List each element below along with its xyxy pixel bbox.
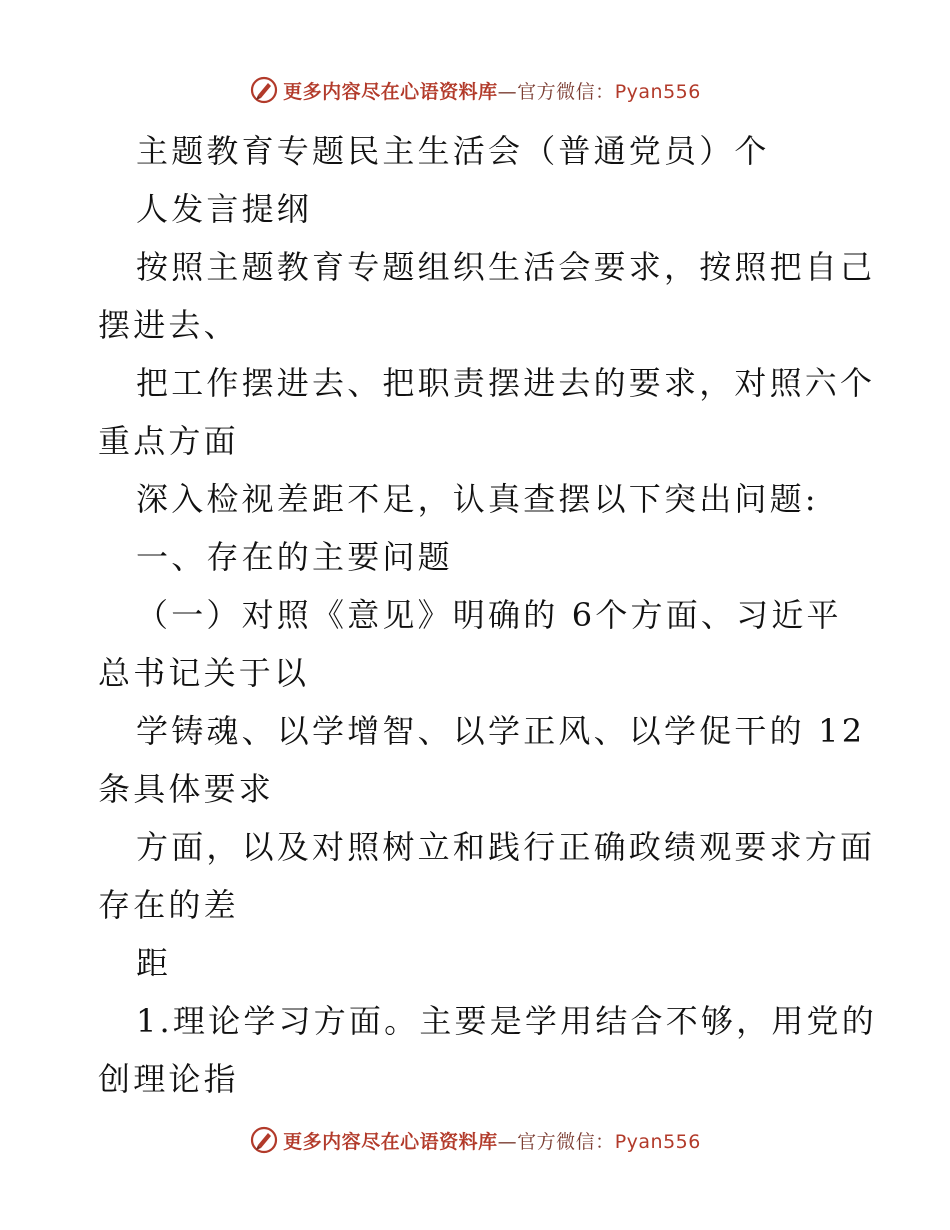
footer-watermark-banner: [0, 1120, 950, 1160]
paragraph-line: 重点方面: [98, 422, 239, 460]
paragraph-line: 方面，以及对照树立和践行正确政绩观要求方面: [136, 828, 876, 866]
subsection-heading-line: （一）对照《意见》明确的 6个方面、习近平: [136, 596, 842, 634]
doc-title-line-1: 主题教育专题民主生活会（普通党员）个: [136, 132, 770, 170]
header-watermark-banner: [0, 70, 950, 110]
paragraph-line: 按照主题教育专题组织生活会要求，按照把自己: [136, 248, 876, 286]
pen-nib-logo-icon: [249, 1125, 279, 1155]
section-heading: 一、存在的主要问题: [136, 538, 453, 576]
footer-watermark-text: 更多内容尽在心语资料库—官方微信：Pyan556: [283, 1130, 701, 1153]
paragraph-line: 创理论指: [98, 1060, 239, 1098]
paragraph-line: 把工作摆进去、把职责摆进去的要求，对照六个: [136, 364, 876, 402]
doc-title-line-2: 人发言提纲: [136, 190, 313, 228]
document-body: [98, 122, 877, 1108]
pen-nib-logo-icon: [249, 75, 279, 105]
paragraph-line: 学铸魂、以学增智、以学正风、以学促干的 12: [136, 712, 866, 750]
header-watermark-text: 更多内容尽在心语资料库—官方微信：Pyan556: [283, 80, 701, 103]
paragraph-line: 条具体要求: [98, 770, 275, 808]
paragraph-line: 距: [136, 944, 172, 982]
paragraph-line: 存在的差: [98, 886, 239, 924]
subsection-heading-line: 总书记关于以: [98, 654, 310, 692]
paragraph-line: 1.理论学习方面。主要是学用结合不够，用党的: [136, 1002, 877, 1040]
paragraph-line: 摆进去、: [98, 306, 239, 344]
paragraph-line: 深入检视差距不足，认真查摆以下突出问题:: [136, 480, 819, 518]
